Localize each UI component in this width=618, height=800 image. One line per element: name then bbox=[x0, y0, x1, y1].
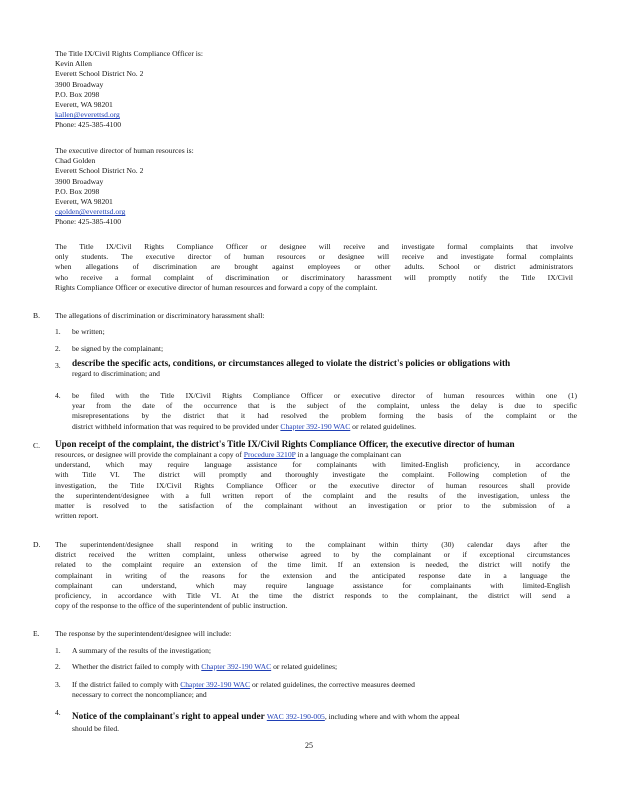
contact-intro: The Title IX/Civil Rights Compliance Officer is: bbox=[55, 49, 203, 58]
list-item: be written; bbox=[72, 327, 105, 336]
contact-email-link[interactable]: kallen@everettsd.org bbox=[55, 110, 120, 120]
list-item-text: or related guidelines, the corrective measures deemed bbox=[250, 680, 415, 689]
paragraph-line: in a language the complainant can bbox=[295, 450, 401, 459]
contact-name: Kevin Allen bbox=[55, 59, 92, 69]
contact-email-link[interactable]: cgolden@everettsd.org bbox=[55, 207, 126, 217]
contact-po-box: P.O. Box 2098 bbox=[55, 186, 100, 196]
contact-po-box: P.O. Box 2098 bbox=[55, 89, 100, 99]
paragraph-line: resources, or designee will provide the complainant a copy of bbox=[55, 450, 242, 459]
compliance-officer-contact bbox=[55, 49, 575, 131]
procedure-link[interactable]: Procedure 3210P bbox=[243, 450, 296, 459]
section-letter: E. bbox=[33, 629, 40, 638]
list-item-line: be filed with the Title IX/Civil Rights Compliance Officer or executive director of human resources within one (1) bbox=[72, 391, 577, 400]
list-number: 4. bbox=[55, 708, 61, 717]
list-number: 1. bbox=[55, 646, 61, 655]
paragraph-line: complainant can understand, which may require language assistance for complainants with limited-English bbox=[55, 580, 570, 590]
list-number: 3. bbox=[55, 361, 61, 370]
intro-paragraph bbox=[55, 242, 573, 293]
list-number: 2. bbox=[55, 344, 61, 353]
page-number: 25 bbox=[305, 741, 313, 750]
paragraph-line: copy of the response to the office of the superintendent of public instruction. bbox=[55, 601, 288, 611]
paragraph-line: the superintendent/designee with a full written report of the complaint and the results of the investigation, unless the bbox=[55, 490, 570, 500]
paragraph-line: only students. The executive director of human resources or designee will receive and investigate formal complaints bbox=[55, 252, 573, 262]
contact-phone: Phone: 425-385-4100 bbox=[55, 120, 122, 130]
list-item: A summary of the results of the investigation; bbox=[72, 646, 211, 655]
paragraph-line: district received the written complaint, unless otherwise agreed to by the complainant or if exceptional circumstances bbox=[55, 550, 570, 560]
paragraph-line: The Title IX/Civil Rights Compliance Officer or designee will receive and investigate formal complaints that involve bbox=[55, 242, 573, 251]
contact-street: 3900 Broadway bbox=[55, 79, 104, 89]
paragraph-line: Rights Compliance Officer or executive director of human resources and forward a copy of the complaint. bbox=[55, 282, 378, 292]
paragraph-line: written report. bbox=[55, 511, 99, 521]
paragraph-line: with Title VI. The district will promptly and thoroughly investigate the complaint. Following completion of the bbox=[55, 470, 570, 480]
contact-org: Everett School District No. 2 bbox=[55, 69, 144, 79]
list-number: 2. bbox=[55, 662, 61, 671]
list-item: be signed by the complainant; bbox=[72, 344, 164, 353]
list-item-text: If the district failed to comply with bbox=[72, 680, 181, 689]
contact-name: Chad Golden bbox=[55, 156, 96, 166]
list-item-line: year from the date of the occurrence that is the subject of the complaint, unless the delay is due to specific bbox=[72, 401, 577, 411]
list-item-text: Notice of the complainant's right to appeal under bbox=[72, 711, 267, 721]
paragraph-line: The superintendent/designee shall respond in writing to the complainant within thirty (30) calendar days after the bbox=[55, 540, 570, 549]
contact-city: Everett, WA 98201 bbox=[55, 100, 113, 110]
list-item-text: , including where and with whom the appeal bbox=[324, 712, 460, 721]
paragraph-line: related to the complaint require an extension of the time limit. If an extension is needed, the district will notify the bbox=[55, 560, 570, 570]
section-letter: D. bbox=[33, 540, 41, 549]
contact-intro: The executive director of human resources is: bbox=[55, 146, 194, 155]
wac-chapter-link[interactable]: Chapter 392-190 WAC bbox=[180, 680, 251, 689]
list-item bbox=[72, 680, 577, 700]
paragraph-line: understand, which may require language assistance for complainants with limited-English proficiency, in accordance bbox=[55, 460, 570, 470]
list-item-line: or related guidelines. bbox=[350, 421, 417, 431]
list-item-line: describe the specific acts, conditions, or circumstances alleged to violate the district's policies or obligations with bbox=[72, 358, 511, 368]
paragraph-line: proficiency, in accordance with Title VI. At the time the district responds to the complainant, the district will send a bbox=[55, 591, 570, 601]
list-item-line: regard to discrimination; and bbox=[72, 369, 160, 378]
list-item-line: should be filed. bbox=[72, 724, 120, 733]
list-item-line: misrepresentations by the district that it had resolved the problem forming the basis of the complaint or the bbox=[72, 411, 577, 421]
section-d-paragraph bbox=[55, 540, 570, 611]
hr-director-contact bbox=[55, 146, 575, 228]
contact-city: Everett, WA 98201 bbox=[55, 197, 113, 207]
contact-street: 3900 Broadway bbox=[55, 176, 104, 186]
list-number: 4. bbox=[55, 391, 61, 400]
wac-chapter-link[interactable]: Chapter 392-190 WAC bbox=[280, 421, 351, 431]
list-item-line: necessary to correct the noncompliance; and bbox=[72, 690, 207, 700]
list-number: 1. bbox=[55, 327, 61, 336]
list-item-line: district withheld information that was required to be provided under bbox=[72, 421, 279, 431]
section-c-paragraph bbox=[55, 439, 570, 521]
list-item bbox=[72, 706, 577, 734]
list-number: 3. bbox=[55, 680, 61, 689]
section-e-lead: The response by the superintendent/designee will include: bbox=[55, 629, 232, 638]
wac-section-link[interactable]: WAC 392-190-005 bbox=[266, 712, 325, 721]
paragraph-line: investigation, the Title IX/Civil Rights Compliance Officer or the executive director of human resources shall provide bbox=[55, 480, 570, 490]
paragraph-line: when allegations of discrimination are brought against employees or other adults. School or district administrators bbox=[55, 262, 573, 272]
list-item-text: or related guidelines; bbox=[271, 662, 338, 671]
contact-phone: Phone: 425-385-4100 bbox=[55, 217, 122, 227]
paragraph-line: matter is resolved to the satisfaction of the complainant without an investigation or prior to the submission of a bbox=[55, 501, 570, 511]
list-item bbox=[72, 391, 577, 432]
list-item bbox=[72, 358, 577, 379]
contact-org: Everett School District No. 2 bbox=[55, 166, 144, 176]
list-item bbox=[72, 662, 577, 672]
section-letter: B. bbox=[33, 311, 40, 320]
list-item-text: Whether the district failed to comply with bbox=[72, 662, 202, 671]
paragraph-line: Upon receipt of the complaint, the district's Title IX/Civil Rights Compliance Officer, the executive director of human bbox=[55, 439, 515, 449]
paragraph-line: who receive a formal complaint of discrimination or discriminatory harassment will promptly notify the Title IX/Civil bbox=[55, 272, 573, 282]
section-letter: C. bbox=[33, 441, 40, 450]
paragraph-line: complainant in writing of the reasons for the extension and the anticipated response date in a language the bbox=[55, 570, 570, 580]
wac-chapter-link[interactable]: Chapter 392-190 WAC bbox=[201, 662, 272, 671]
section-b-lead: The allegations of discrimination or discriminatory harassment shall: bbox=[55, 311, 265, 320]
